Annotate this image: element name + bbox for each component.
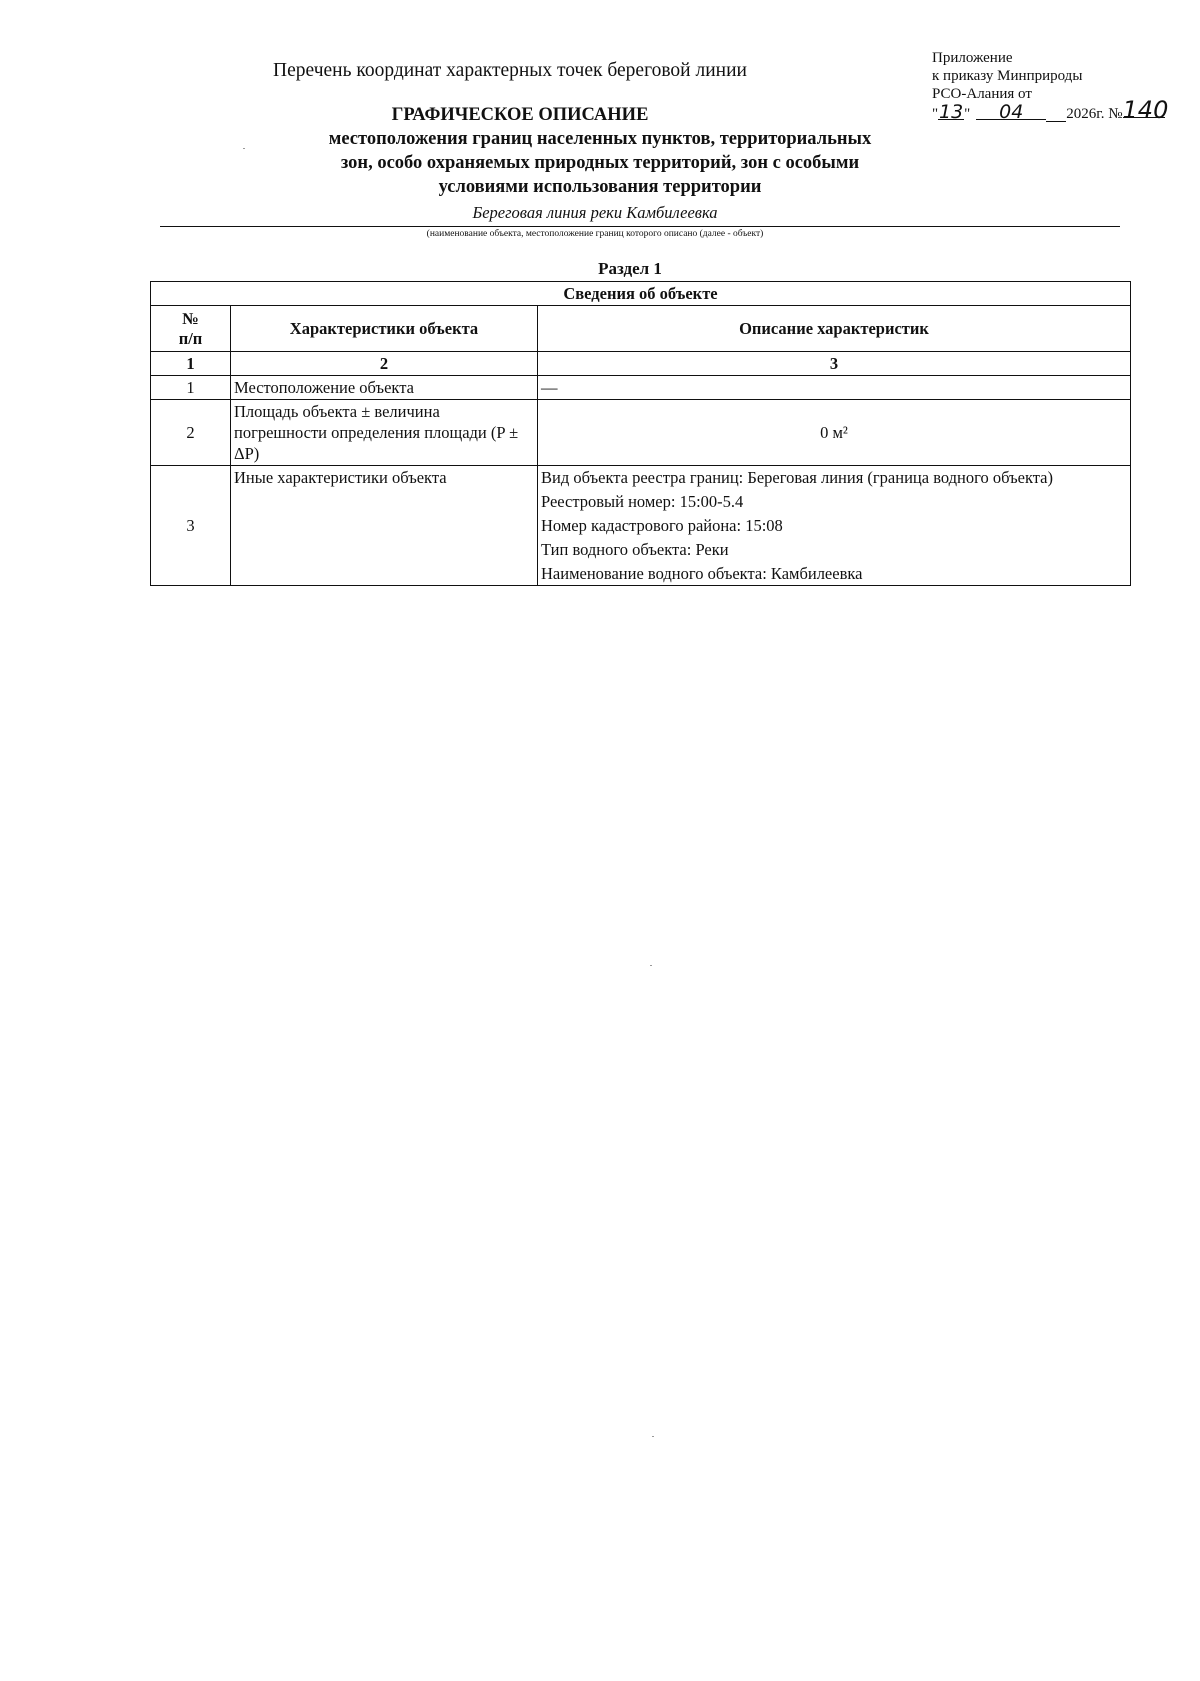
row-details — [538, 466, 1131, 586]
column-number-3: 3 — [538, 352, 1131, 376]
object-name: Береговая линия реки Камбилеевка — [472, 203, 718, 222]
scan-speck — [650, 965, 652, 966]
row-characteristic: Иные характеристики объекта — [231, 466, 538, 586]
annex-line-3: РСО-Алания от — [932, 86, 1032, 102]
scan-speck — [243, 148, 245, 149]
table-title: Сведения об объекте — [151, 282, 1131, 306]
handwritten-day: 13 — [939, 101, 964, 123]
row-number: 3 — [151, 466, 231, 586]
handwritten-month: 04 — [976, 105, 1046, 120]
object-name-underline — [160, 226, 1120, 227]
object-info-table — [150, 281, 1131, 586]
detail-line: Вид объекта реестра границ: Береговая линия (граница водного объекта) — [541, 468, 1053, 487]
detail-line: Наименование водного объекта: Камбилеевка — [541, 564, 863, 583]
annex-line-2: к приказу Минприроды — [932, 68, 1083, 84]
table-row — [151, 400, 1131, 466]
column-number-row — [151, 352, 1131, 376]
table-row — [151, 376, 1131, 400]
detail-line: Номер кадастрового района: 15:08 — [541, 516, 783, 535]
table-row — [151, 466, 1131, 586]
detail-line: Реестровый номер: 15:00-5.4 — [541, 492, 744, 511]
table-title-row — [151, 282, 1131, 306]
annex-line-1: Приложение — [932, 50, 1013, 66]
table-header-row — [151, 306, 1131, 352]
row-characteristic: Местоположение объекта — [231, 376, 538, 400]
row-characteristic: Площадь объекта ± величина погрешности определения площади (P ± ΔP) — [231, 400, 538, 466]
header-number: № п/п — [151, 306, 231, 352]
graphic-description-heading — [150, 103, 1123, 199]
row-number: 2 — [151, 400, 231, 466]
object-name-hint: (наименование объекта, местоположение границ которого описано (далее - объект) — [426, 229, 764, 239]
row-value: — — [538, 376, 1131, 400]
column-number-2: 2 — [231, 352, 538, 376]
handwritten-order-number: 140 — [1122, 96, 1169, 124]
heading-line-2: зон, особо охраняемых природных территорий, зон с особыми — [340, 153, 860, 173]
row-number: 1 — [151, 376, 231, 400]
section-title: Раздел 1 — [598, 259, 662, 278]
heading-title: ГРАФИЧЕСКОЕ ОПИСАНИЕ — [391, 105, 649, 125]
document-title: Перечень координат характерных точек береговой линии — [273, 60, 747, 81]
annex-year-label: 2026г. № — [1066, 106, 1123, 122]
heading-line-3: условиями использования территории — [438, 177, 762, 197]
column-number-1: 1 — [151, 352, 231, 376]
header-description: Описание характеристик — [538, 306, 1131, 352]
row-value: 0 м² — [538, 400, 1131, 466]
scan-speck — [652, 1436, 654, 1437]
quote-close: " — [964, 106, 971, 122]
heading-line-1: местоположения границ населенных пунктов, территориальных — [328, 129, 872, 149]
detail-line: Тип водного объекта: Реки — [541, 540, 729, 559]
quote-open: " — [932, 106, 939, 122]
header-characteristics: Характеристики объекта — [231, 306, 538, 352]
